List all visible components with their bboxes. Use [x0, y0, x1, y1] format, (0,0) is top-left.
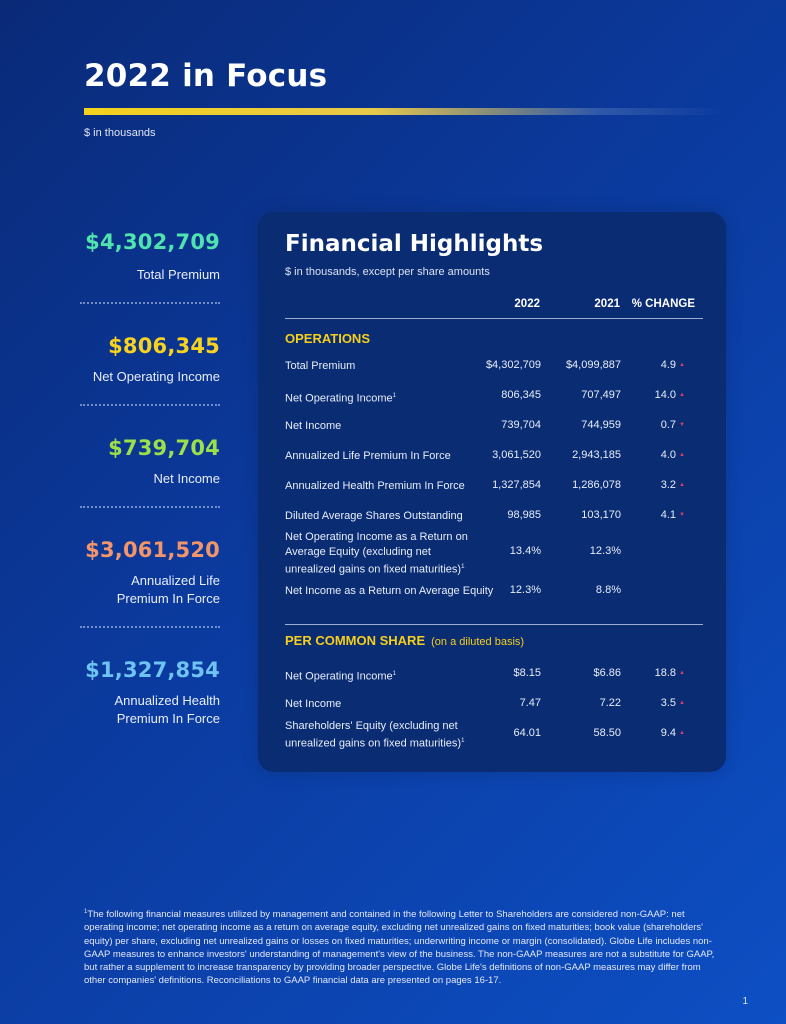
row-label: Net Operating Income$^1$: [285, 392, 396, 405]
section-title: PER COMMON SHARE: [285, 633, 426, 648]
row-label: Net Income: [285, 420, 342, 432]
metric-value: $3,061,520: [85, 538, 220, 562]
cell-change: 4.0: [660, 449, 676, 461]
metric-net-income: [80, 436, 220, 488]
cell-2022: 739,704: [501, 419, 541, 431]
cell-change: 14.0: [654, 389, 676, 401]
metric-life-premium: [80, 538, 220, 608]
section-divider: [285, 624, 703, 625]
metric-value: $1,327,854: [85, 658, 220, 682]
panel-subtitle: $ in thousands, except per share amounts: [285, 266, 490, 278]
cell-2021: 58.50: [593, 727, 621, 739]
row-label: Net Income as a Return on Average Equity: [285, 585, 494, 597]
cell-change: 0.7: [660, 419, 676, 431]
row-label: Annualized Life Premium In Force: [285, 450, 451, 462]
row-label: Net Income: [285, 698, 342, 710]
row-label: Diluted Average Shares Outstanding: [285, 510, 463, 522]
cell-change: 18.8: [654, 667, 676, 679]
up-arrow-icon: ▲: [679, 362, 685, 368]
cell-2021: $4,099,887: [565, 359, 621, 371]
section-note: (on a diluted basis): [431, 636, 525, 648]
cell-2021: 12.3%: [589, 545, 621, 557]
cell-2021: 744,959: [581, 419, 621, 431]
metric-label: Net Income: [153, 471, 220, 486]
cell-2021: 103,170: [581, 509, 621, 521]
cell-2022: 12.3%: [509, 584, 541, 596]
section-heading-operations: [285, 331, 370, 346]
metric-value: $4,302,709: [85, 230, 220, 254]
footnote: [84, 906, 724, 987]
row-label: Total Premium: [285, 360, 356, 372]
metric-label: Annualized Life Premium In Force: [116, 573, 220, 606]
row-label: Annualized Health Premium In Force: [285, 480, 465, 492]
cell-2021: 2,943,185: [572, 449, 621, 461]
page-title: 2022 in Focus: [84, 58, 328, 94]
row-label: Net Operating Income as a Return on Average Equity (excluding net unrealized gains on fixed maturities)$^1$: [285, 531, 468, 576]
down-arrow-icon: ▼: [679, 422, 685, 428]
cell-2022: 13.4%: [509, 545, 541, 557]
dotted-divider: [80, 506, 220, 508]
cell-2022: $4,302,709: [485, 359, 541, 371]
cell-2022: 64.01: [513, 727, 541, 739]
row-label: Net Operating Income$^1$: [285, 670, 396, 683]
section-title: OPERATIONS: [285, 331, 370, 346]
metric-value: $739,704: [108, 436, 220, 460]
cell-2022: 98,985: [507, 509, 541, 521]
cell-2021: 8.8%: [595, 584, 621, 596]
footnote-marker: 1: [392, 393, 396, 399]
dotted-divider: [80, 626, 220, 628]
cell-2022: 806,345: [501, 389, 541, 401]
cell-2021: 1,286,078: [572, 479, 621, 491]
cell-change: 3.2: [660, 479, 676, 491]
column-header-2022: 2022: [514, 298, 540, 310]
up-arrow-icon: ▲: [679, 730, 685, 736]
cell-change: 9.4: [660, 727, 676, 739]
metric-net-operating-income: [80, 334, 220, 386]
up-arrow-icon: ▲: [679, 452, 685, 458]
cell-change: 3.5: [660, 697, 676, 709]
key-metrics-column: [80, 230, 220, 728]
panel-title: Financial Highlights: [285, 231, 544, 257]
cell-2022: 1,327,854: [492, 479, 541, 491]
footnote-marker: 1: [461, 564, 465, 570]
metric-value: $806,345: [108, 334, 220, 358]
cell-2021: 707,497: [581, 389, 621, 401]
metric-health-premium: [80, 658, 220, 728]
cell-2022: $8.15: [513, 667, 541, 679]
page-subtitle: $ in thousands: [84, 127, 156, 139]
cell-2022: 3,061,520: [492, 449, 541, 461]
column-header-2021: 2021: [594, 298, 620, 310]
up-arrow-icon: ▲: [679, 700, 685, 706]
dotted-divider: [80, 404, 220, 406]
page-number: 1: [742, 996, 748, 1007]
down-arrow-icon: ▼: [679, 512, 685, 518]
up-arrow-icon: ▲: [679, 482, 685, 488]
row-label: Shareholders' Equity (excluding net unrealized gains on fixed maturities)$^1$: [285, 720, 465, 750]
up-arrow-icon: ▲: [679, 392, 685, 398]
cell-change: 4.9: [660, 359, 676, 371]
metric-total-premium: [80, 230, 220, 284]
cell-2021: $6.86: [593, 667, 621, 679]
metric-label: Total Premium: [136, 267, 220, 282]
metric-label: Annualized Health Premium In Force: [114, 693, 220, 726]
metric-label: Net Operating Income: [92, 369, 220, 384]
footnote-marker: 1: [84, 909, 88, 915]
financial-highlights-panel: [258, 212, 726, 772]
cell-2021: 7.22: [599, 697, 621, 709]
column-header-change: % CHANGE: [631, 298, 695, 310]
footnote-marker: 1: [461, 738, 465, 744]
header-rule: [285, 318, 703, 319]
cell-change: 4.1: [660, 509, 676, 521]
section-heading-per-share: [285, 633, 524, 648]
title-underline: [84, 108, 724, 115]
dotted-divider: [80, 302, 220, 304]
up-arrow-icon: ▲: [679, 670, 685, 676]
footnote-text: The following financial measures utilized by management and contained in the following Letter to Shareholders are considered non-GAAP: net operating income; net operating income as a return on average equity, excluding net unrealized gains on fixed maturities; book value (shareholders' equity) per share, excluding net unrealized gains or losses on fixed maturities; underwriting income or margin (consolidated). Globe Life includes non-GAAP measures to enhance investors' understanding of management's view of the business. The non-GAAP measures are not a substitute for GAAP, but rather a supplement to increase transparency by providing broader perspective. Globe Life's definitions of non-GAAP measures may differ from other companies' definitions. Reconciliations to GAAP financial data are presented on pages 16-17.: [84, 909, 715, 987]
cell-2022: 7.47: [519, 697, 541, 709]
footnote-marker: 1: [392, 671, 396, 677]
